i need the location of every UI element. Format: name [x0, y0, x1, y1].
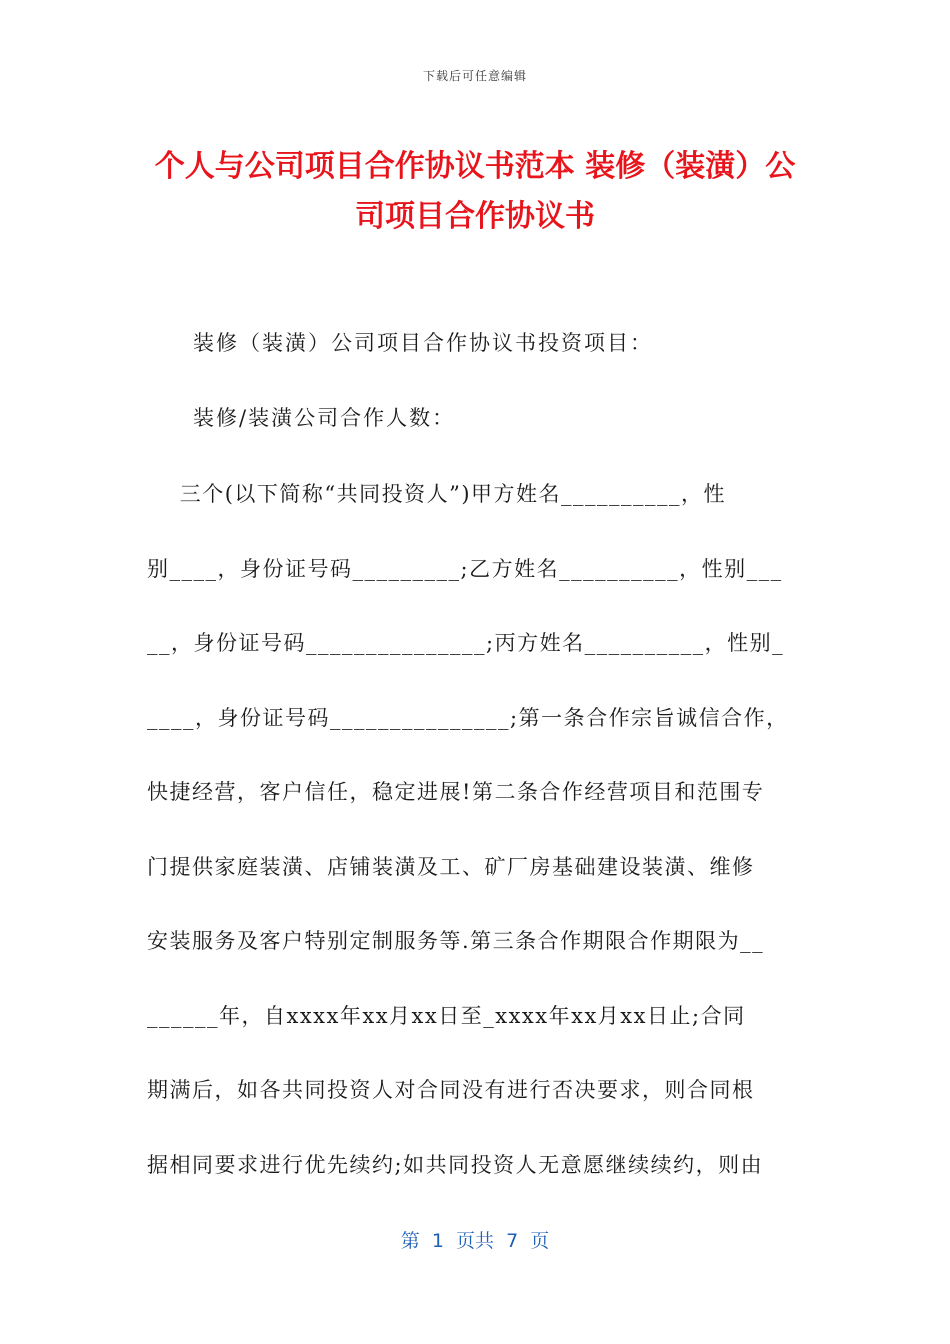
body-line: 三个(以下简称“共同投资人”)甲方姓名__________，性 — [147, 482, 727, 506]
paragraph-partner-count: 装修/装潢公司合作人数： — [193, 406, 456, 430]
paragraph-investment-project: 装修（装潢）公司项目合作协议书投资项目： — [193, 331, 653, 355]
body-line: 快捷经营，客户信任，稳定进展!第二条合作经营项目和范围专 — [147, 780, 765, 804]
body-line: ______年，自xxxx年xx月xx日至_xxxx年xx月xx日止;合同 — [147, 1004, 746, 1028]
document-title: 个人与公司项目合作协议书范本 装修（装潢）公司项目合作协议书 — [154, 149, 796, 234]
body-line: 别____，身份证号码_________;乙方姓名__________，性别___ — [147, 557, 783, 581]
body-line: ____，身份证号码_______________;第一条合作宗旨诚信合作， — [147, 706, 789, 730]
page-number: 第 1 页共 7 页 — [400, 1230, 550, 1252]
body-line: __，身份证号码_______________;丙方姓名__________，性别_ — [147, 631, 785, 655]
body-line: 期满后，如各共同投资人对合同没有进行否决要求，则合同根 — [147, 1078, 755, 1102]
body-line: 安装服务及客户特别定制服务等.第三条合作期限合作期限为__ — [147, 929, 765, 953]
body-line: 据相同要求进行优先续约;如共同投资人无意愿继续续约，则由 — [147, 1153, 764, 1177]
header-note: 下载后可任意编辑 — [422, 69, 527, 83]
body-line: 门提供家庭装潢、店铺装潢及工、矿厂房基础建设装潢、维修 — [147, 855, 755, 879]
